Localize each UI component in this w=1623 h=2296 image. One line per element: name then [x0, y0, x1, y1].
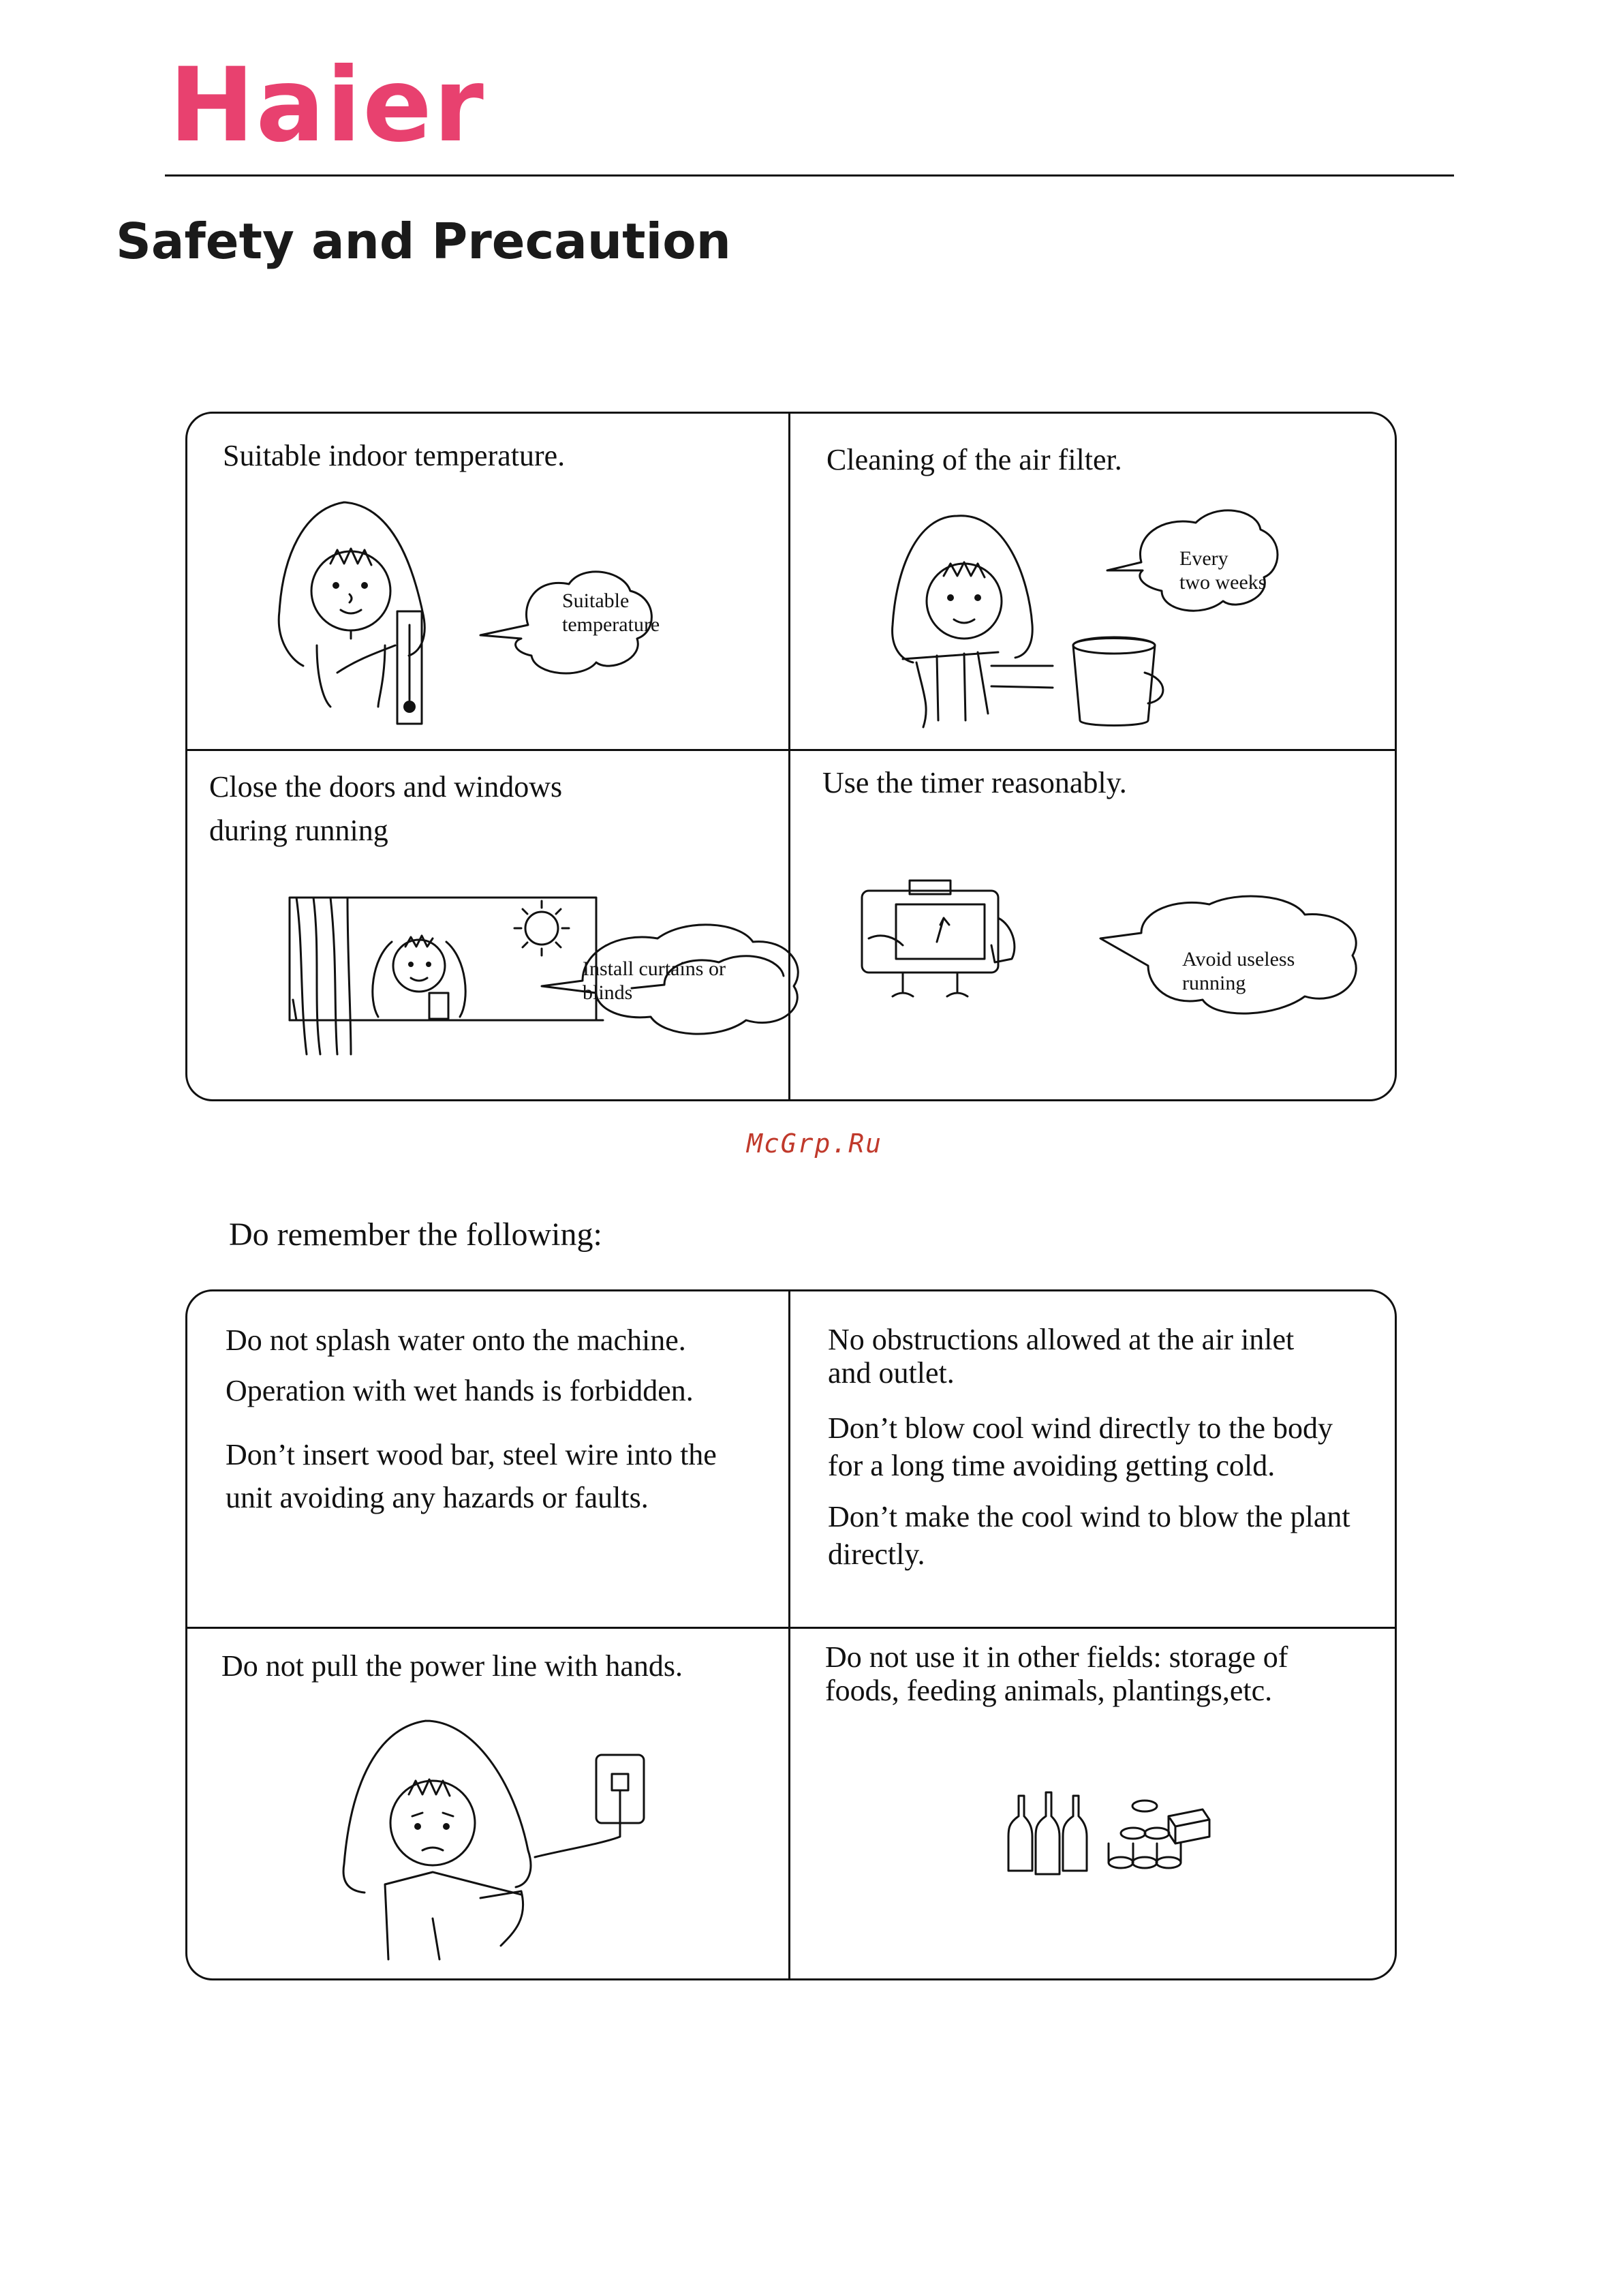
rule-no-obstructions: No obstructions allowed at the air inlet and outlet. [828, 1323, 1295, 1390]
bubble-every-two-weeks: Every two weeks [1179, 547, 1267, 594]
remember-panel [185, 1289, 1397, 1980]
page-title: Safety and Precaution [116, 213, 731, 270]
panel-divider-vertical [788, 1291, 790, 1978]
tips-panel [185, 412, 1397, 1101]
watermark: McGrp.Ru [747, 1129, 883, 1159]
bubble-install-curtains: Install curtains or blinds [583, 958, 726, 1004]
section-heading: Do remember the following: [229, 1216, 602, 1253]
header-divider [165, 174, 1454, 177]
caption-use-timer: Use the timer reasonably. [822, 766, 1127, 799]
bubble-suitable-temperature: Suitable temperature [562, 590, 660, 636]
caption-close-doors-windows: Close the doors and windows during running [209, 770, 563, 847]
haier-logo: Haier [169, 46, 485, 165]
rule-no-cool-wind-body: Don’t blow cool wind directly to the body for a long time avoiding getting cold. [828, 1411, 1333, 1482]
bubble-avoid-useless-running: Avoid useless running [1182, 948, 1295, 994]
rule-no-pull-power-line: Do not pull the power line with hands. [221, 1649, 683, 1683]
panel-divider-horizontal [187, 1627, 1395, 1629]
panel-divider-horizontal [187, 749, 1395, 751]
girl-cleaning-filter-illustration [876, 502, 1318, 734]
rule-no-wet-hands: Operation with wet hands is forbidden. [226, 1373, 694, 1407]
caption-indoor-temperature: Suitable indoor temperature. [223, 439, 566, 472]
rule-no-insert-objects: Don’t insert wood bar, steel wire into the unit avoiding any hazards or faults. [226, 1437, 717, 1515]
bottles-cans-illustration [1005, 1789, 1209, 1878]
girl-pulling-plug-illustration [337, 1714, 692, 1966]
rule-no-other-uses: Do not use it in other fields: storage of foods, feeding animals, plantings,etc. [825, 1640, 1288, 1708]
rule-no-splash-water: Do not splash water onto the machine. [226, 1323, 686, 1357]
caption-air-filter: Cleaning of the air filter. [826, 443, 1122, 476]
rule-no-cool-wind-plant: Don’t make the cool wind to blow the plant directly. [828, 1499, 1350, 1571]
